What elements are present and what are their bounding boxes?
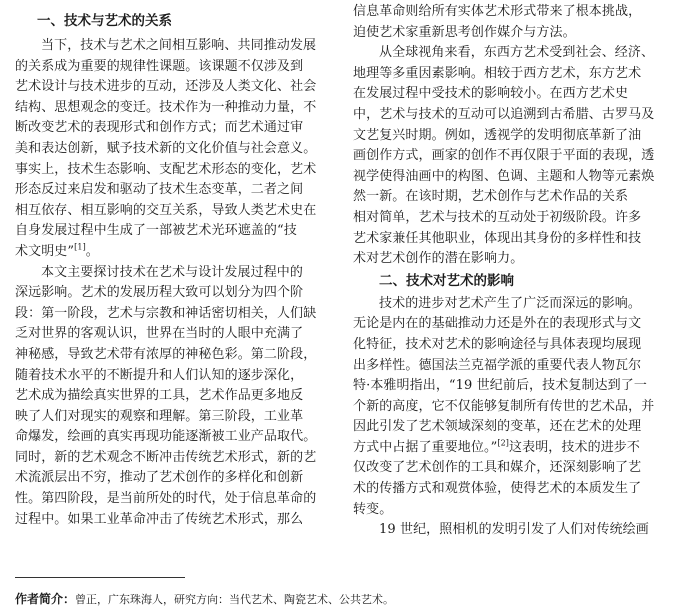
text-line: 映了人们对现实的观察和理解。第三阶段，工业革 <box>15 408 304 424</box>
paragraph-5 <box>353 520 676 541</box>
text-line: 事实上，技术生态影响、支配艺术形态的变化，艺术 <box>15 161 317 177</box>
text-line: 无论是内在的基础推动力还是外在的表现形式与文 <box>353 316 642 332</box>
text-span: 方式中占据了重要地位。” <box>353 439 498 455</box>
text-line: 视学使得油画中的构图、色调、主题和人物等元素焕 <box>353 168 655 184</box>
text-line: 化特征，技术对艺术的影响途径与具体表现均展现 <box>353 336 642 352</box>
text-line: 地理等多重因素影响。相较于西方艺术，东方艺术 <box>353 65 642 81</box>
text-line: 中，艺术与技术的互动可以追溯到古希腊、古罗马及 <box>353 106 655 122</box>
left-column <box>15 10 338 530</box>
footnote-text: 曾正，广东珠海人，研究方向：当代艺术、陶瓷艺术、公共艺术。 <box>75 593 395 606</box>
text-line: 的关系成为重要的规律性课题。该课题不仅涉及到 <box>15 58 304 74</box>
text-line: 乏对世界的客观认识，世界在当时的人眼中充满了 <box>15 326 304 342</box>
citation-ref-1: [1] <box>74 242 86 252</box>
text-line: 相互依存、相互影响的交互关系，导致人类艺术史在 <box>15 202 317 218</box>
text-line: 然一新。在该时期，艺术创作与艺术作品的关系 <box>353 189 629 205</box>
text-line: 仅改变了艺术创作的工具和媒介，还深刻影响了艺 <box>353 460 642 476</box>
text-line: 艺术家兼任其他职业，体现出其身份的多样性和技 <box>353 230 642 246</box>
paragraph-2 <box>15 263 338 531</box>
text-line: 术的传播方式和观赏体验，使得艺术的本质发生了 <box>353 481 642 497</box>
text-line <box>353 438 676 459</box>
text-line: 当下，技术与艺术之间相互影响、共同推动发展 <box>41 38 317 53</box>
text-line: 艺术成为描绘真实世界的工具，艺术作品更多地反 <box>15 388 304 404</box>
text-line: 性。第四阶段，是当前所处的时代，处于信息革命的 <box>15 491 317 507</box>
text-line: 本文主要探讨技术在艺术与设计发展过程中的 <box>41 264 304 280</box>
author-footnote <box>15 589 394 610</box>
text-line: 段：第一阶段，艺术与宗教和神话密切相关，人们缺 <box>15 305 317 321</box>
text-line: 命爆发，绘画的真实再现功能逐渐被工业产品取代。 <box>15 429 317 445</box>
text-line: 技术的进步对艺术产生了广泛而深远的影响。 <box>379 295 642 311</box>
text-line: 艺术设计与技术进步的互动，还涉及人类文化、社会 <box>15 79 317 95</box>
text-line: 深远影响。艺术的发展历程大致可以划分为四个阶 <box>15 285 304 301</box>
text-line: 出多样性。德国法兰克福学派的重要代表人物瓦尔 <box>353 357 642 373</box>
text-line: 19 世纪，照相机的发明引发了人们对传统绘画 <box>379 522 649 538</box>
citation-ref-2: [2] <box>497 438 509 448</box>
text-line: 随着技术水平的不断提升和人们认知的逐步深化， <box>15 367 304 383</box>
text-line: 在发展过程中受技术的影响较小。在西方艺术史 <box>353 86 629 102</box>
text-line: 相对简单，艺术与技术的互动处于初级阶段。许多 <box>353 209 642 225</box>
right-column <box>353 2 676 541</box>
text-line: 自身发展过程中生成了一部被艺术光环遮盖的“技 <box>15 223 297 239</box>
text-line: 从全球视角来看，东西方艺术受到社会、经济、 <box>379 45 655 61</box>
text-line: 转变。 <box>353 501 393 517</box>
section-heading-1: 一、技术与艺术的关系 <box>37 13 172 29</box>
paragraph-1 <box>15 36 338 263</box>
paragraph-3 <box>353 43 676 270</box>
text-line: 迫使艺术家重新思考创作媒介与方法。 <box>353 24 576 40</box>
text-line: 美和表达创新，赋予技术新的文化价值与社会意义。 <box>15 140 317 156</box>
text-line: 画创作方式，画家的创作不再仅限于平面的表现，透 <box>353 148 655 164</box>
text-line: 因此引发了艺术领域深刻的变革，还在艺术的处理 <box>353 419 642 435</box>
footnote-divider <box>15 577 185 578</box>
text-span: 这表明，技术的进步不 <box>509 439 641 455</box>
text-span: 术文明史” <box>15 243 75 259</box>
text-line: 形态反过来启发和驱动了技术生态变革，二者之间 <box>15 182 304 198</box>
text-line: 断改变艺术的表现形式和创作方式；而艺术通过审 <box>15 120 304 136</box>
paragraph-4 <box>353 294 676 521</box>
text-line: 结构、思想观念的变迁。技术作为一种推动力量，不 <box>15 99 317 115</box>
text-line: 术对艺术创作的潜在影响力。 <box>353 251 524 267</box>
section-heading-2: 二、技术对艺术的影响 <box>379 272 514 289</box>
text-line <box>15 242 338 263</box>
text-line: 文艺复兴时期。例如，透视学的发明彻底革新了油 <box>353 127 642 143</box>
text-line: 神秘感，导致艺术带有浓厚的神秘色彩。第二阶段， <box>15 346 317 362</box>
footnote-label: 作者简介： <box>15 592 76 606</box>
text-line: 同时，新的艺术观念不断冲击传统艺术形式，新的艺 <box>15 449 317 465</box>
text-line: 术流派层出不穷，推动了艺术创作的多样化和创新 <box>15 470 304 486</box>
text-line: 过程中。如果工业革命冲击了传统艺术形式，那么 <box>15 511 304 527</box>
text-line: 个新的高度，它不仅能够复制所有传世的艺术品，并 <box>353 398 655 414</box>
text-span: 。 <box>85 243 99 259</box>
text-line: 信息革命则给所有实体艺术形式带来了根本挑战， <box>353 4 642 19</box>
text-line: 特·本雅明指出，“19 世纪前后，技术复制达到了一 <box>353 378 647 394</box>
paragraph-continuation <box>353 2 676 43</box>
